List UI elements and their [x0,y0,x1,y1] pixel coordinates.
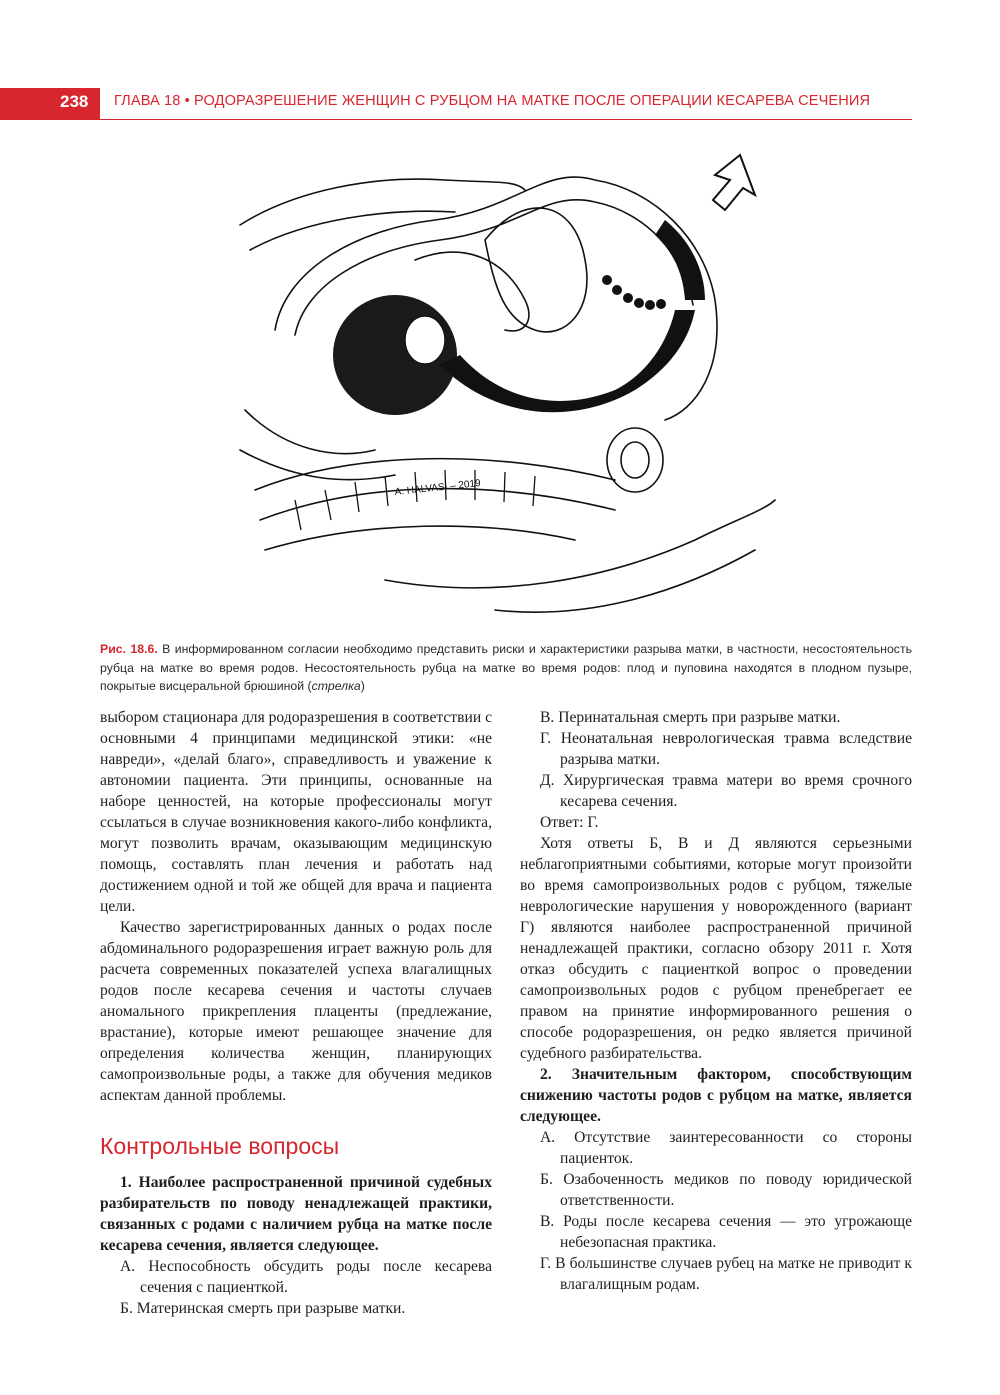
fetus-body [485,208,587,332]
lower-contour-2 [240,450,395,480]
chapter-title: ГЛАВА 18 • РОДОРАЗРЕШЕНИЕ ЖЕНЩИН С РУБЦОМ НА МАТКЕ ПОСЛЕ ОПЕРАЦИИ КЕСАРЕВА СЕЧЕНИЯ [114,93,871,109]
question-1-option-g: Г. Неонатальная неврологическая травма вследствие разрыва матки. [540,730,912,768]
right-column [520,707,912,1295]
lower-contour [245,410,375,454]
left-column [100,707,492,1319]
caption-end: ) [360,679,365,693]
spine-contour-3 [265,526,575,550]
question-1-option-b: Б. Материнская смерть при разрыве матки. [120,1300,406,1317]
figure-caption [100,640,912,696]
abdomen-contour [240,179,525,225]
page-number: 238 [60,92,89,111]
question-2-option-g: Г. В большинстве случаев рубец на матке не приводит к влагалищным родам. [540,1255,912,1293]
question-2: 2. Значительным фактором, способствующим снижению частоты родов с рубцом на матке, является следующее. [520,1066,912,1125]
placenta-area [655,220,705,300]
illustration-signature: A. HALVASI – 2019 [394,478,482,498]
answer-1: Ответ: Г. [540,814,599,831]
fetal-face [405,316,445,364]
question-1-option-v: В. Перинатальная смерть при разрыве матки. [540,709,841,726]
arrow [713,155,755,210]
question-1: 1. Наиболее распространенной причиной судебных разбирательств по поводу ненадлежащей практики, связанных с родами с наличием рубца на матке после кесарева сечения, является следующее. [100,1174,492,1254]
question-2-option-b: Б. Озабоченность медиков по поводу юридической ответственности. [540,1171,912,1209]
caption-text: В информированном согласии необходимо представить риски и характеристики разрыва матки, в частности, несостоятельность рубца на матке во время родов. Несостоятельность рубца на матке во время родов: плод и пуповина находятся в плодном пузыре, покрытые висцеральной брюшиной ( [100,642,912,693]
bladder-inner [621,442,649,478]
question-2-option-v: В. Роды после кесарева сечения — это угрожающе небезопасная практика. [540,1213,912,1251]
left-paragraph-2: Качество зарегистрированных данных о родах после абдоминального родоразрешения играет важную роль для расчета современных показателей успеха влагалищных родов после кесарева сечения и частоты случаев аномального прикрепления плаценты (предлежание, врастание), которые имеют решающее значение для определения количества женщин, планирующих самопроизвольные роды, а также для обучения медиков аспектам данной проблемы. [100,919,492,1104]
answer-1-explanation: Хотя ответы Б, В и Д являются серьезными неблагоприятными событиями, которые могут произойти во время самопроизвольных родов с рубцом, тяжелые неврологические нарушения у новорожденного (вариант Г) являются наиболее распространенной причиной ненадлежащей практики, согласно обзору 2011 г. Хотя отказ обсудить с пациенткой вопрос о проведении самопроизвольных родов с рубцом пренебрегает ее правом на принятие информированного решения о способе родоразрешения, он редко является причиной судебного разбирательства. [520,835,912,1062]
caption-italic: стрелка [311,679,361,693]
caption-label: Рис. 18.6. [100,642,158,656]
question-1-option-d: Д. Хирургическая травма матери во время срочного кесарева сечения. [540,772,912,810]
bladder [607,428,663,492]
left-paragraph-1: выбором стационара для родоразрешения в соответствии с основными 4 принципами медицинской этики: «не навреди», «делай благо», справедливость и уважение к автономии пациента. Эти принципы, основанные на наборе ценностей, на которые профессионалы могут ссылаться в случае возникновения какого-либо конфликта, могут позволить врачам, оказывающим медицинскую помощь, составлять план лечения и работать над достижением одной и той же общей для врача и пациента цели. [100,709,492,915]
abdomen-contour-inner [250,211,455,250]
question-2-option-a: А. Отсутствие заинтересованности со стороны пациенток. [540,1129,912,1167]
question-1-option-a: А. Неспособность обсудить роды после кесарева сечения с пациенткой. [120,1258,492,1296]
pelvic-contour [385,500,775,588]
anatomical-illustration [235,150,780,625]
section-title: Контрольные вопросы [100,1133,340,1159]
header-rule [100,119,912,120]
pelvic-contour-2 [495,550,755,612]
